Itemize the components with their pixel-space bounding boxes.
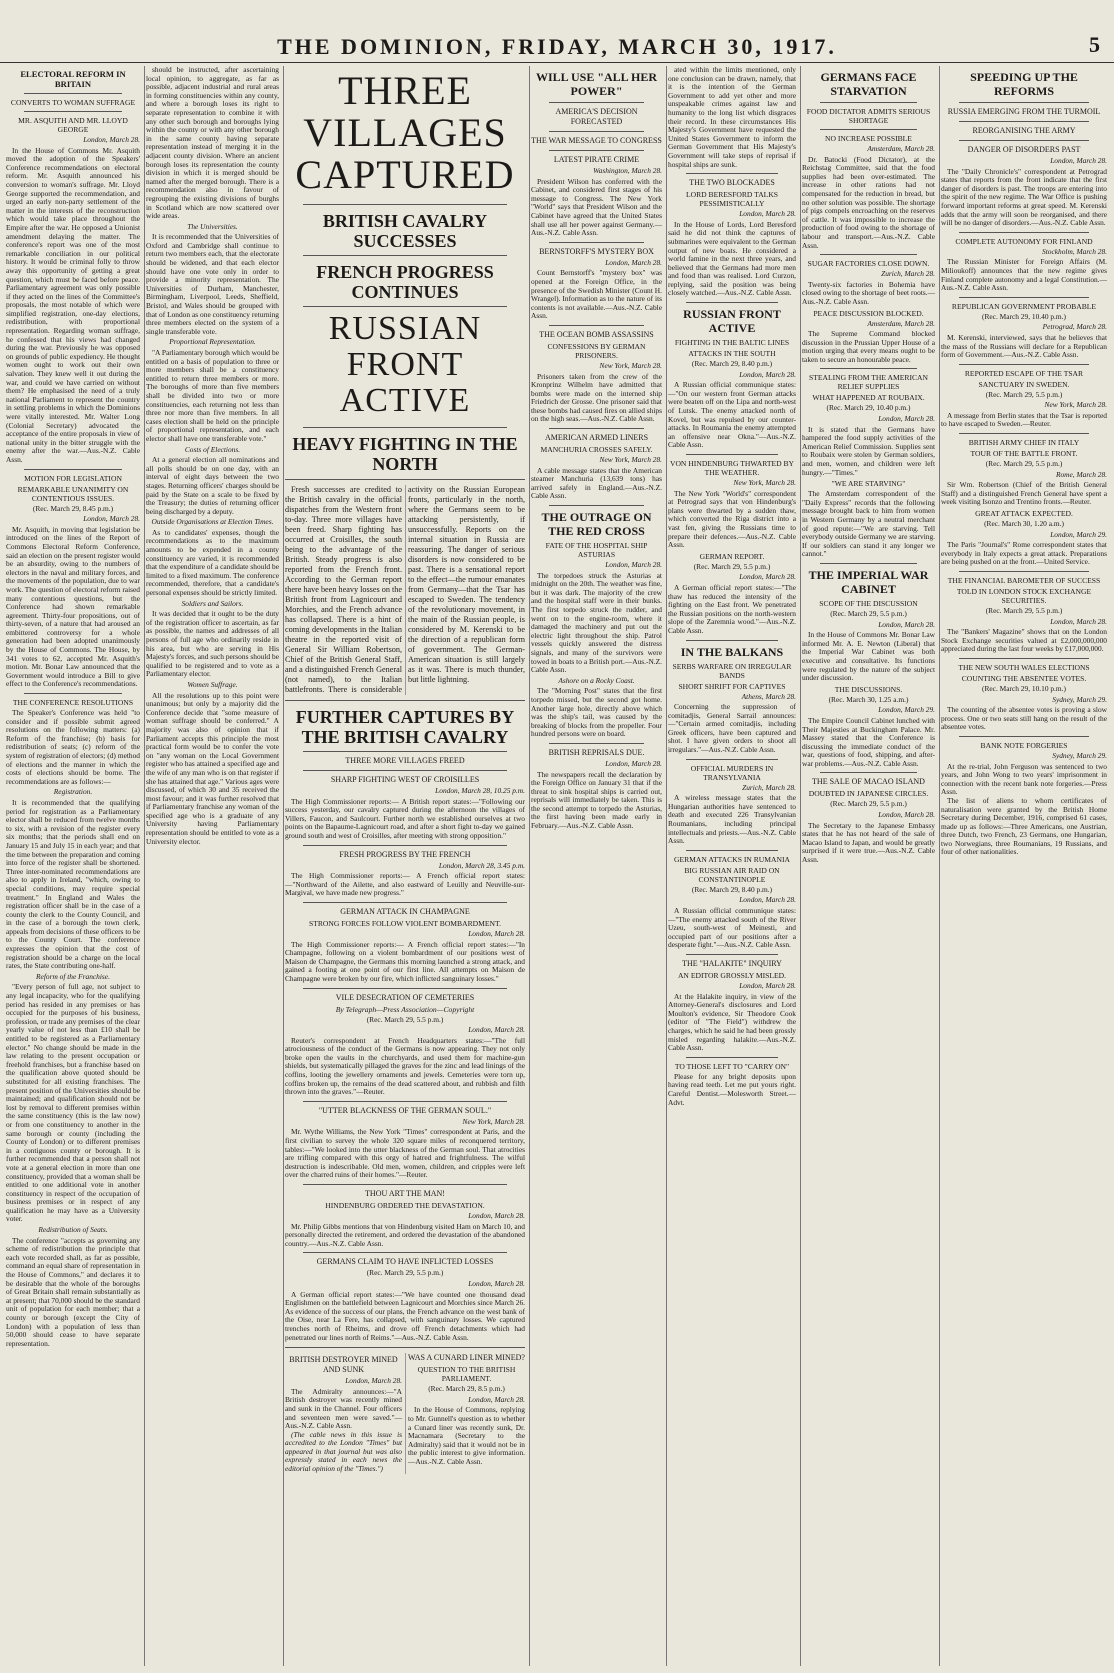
subheadline: FRENCH PROGRESS CONTINUES [316, 262, 494, 302]
dateline: London, March 29. [878, 705, 935, 715]
divider [549, 242, 644, 243]
dateline: Washington, March 28. [593, 166, 662, 175]
subheadline: LORD BERESFORD TALKS PESSIMISTICALLY [685, 190, 779, 209]
article-body: A Russian official communique states:—"The enemy attacked south of the River Uzeu, south-west of Meinesti, and occupied part of our positions after a desperate fight."—Aus.-N.Z. Cable Assn. [668, 906, 796, 950]
headline: THE OUTRAGE ON THE RED CROSS [541, 510, 652, 539]
divider [686, 640, 778, 641]
destroyer-story [285, 1355, 402, 1474]
subheadline: REMARKABLE UNANIMITY ON CONTENTIOUS ISSUES. [17, 484, 129, 503]
section-heading: Women Suffrage. [187, 679, 238, 689]
headline: RUSSIAN FRONT ACTIVE [683, 307, 781, 336]
dateline: London, March 28. [468, 1278, 525, 1288]
subheadline: THREE MORE VILLAGES FREED [345, 756, 465, 765]
section-heading: GERMAN ATTACKS IN RUMANIA [673, 854, 791, 864]
section-heading: Outside Organisations at Election Times. [151, 517, 274, 527]
received-time: (Rec. March 29, 5.5 p.m.) [985, 389, 1063, 399]
divider [549, 505, 644, 506]
article-body: A Russian official communique states:—"On our western front German attacks were beaten off on the Lipa and north-west of Lutsk. The enemy attacked north of Kovel, but was repulsed by our counter-attacks. In Roumania the enemy attempted an offensive near Okna."—Aus.-N.Z. Cable Assn. [668, 380, 796, 450]
section-heading: VON HINDENBURG THWARTED BY THE WEATHER. [669, 459, 795, 477]
divider [820, 102, 917, 103]
subheadline: SHARP FIGHTING WEST OF CROISILLES [330, 775, 480, 784]
dateline: London, March 28. [1050, 616, 1107, 626]
article-body: Count Bernstorff's "mystery box" was opened at the Foreign Office, in the presence of the Swedish Minister (Count H. Wrangel). Information as to the nature of its contents is not available.—Aus.-N.Z. Cable Assn. [531, 268, 662, 321]
article-body: The newspapers recall the declaration by the Foreign Office on January 31 that if the threat to sink hospital ships is carried out, reprisals will immediately be taken. This is the second attempt to torpedo the Asturias, the first having been made early in February.—Aus.-N.Z. Cable Assn. [531, 769, 662, 831]
received-time: (Rec. March 29, 5.5 p.m.) [985, 459, 1063, 469]
article-body: In the House of Commons Mr. Asquith moved the adoption of the Speakers' Conference recommendations on electoral reform. Mr. Asquith announced his conversion to woman's suffrage. Mr. Lloyd George supported the recommendation, and urged an early non-party settlement of the matter in the interests of the reconstruction which would take place throughout the Empire after the war. He opposed a Unionist amendment delaying the matter. The conference's report was one of the most remarkable conciliation in our political history. It would be criminal folly to throw away this opportunity of getting a great question, which must be faced before peace. Parliamentary agreement was only possible if they acted on the lines of the Committee's proposals, the most notable of which were simplified registration, one-day elections, redistribution, with proportional representation. Regarding woman suffrage, he confessed that his views had changed during the war. Previously he was opposed on grounds of public expediency. He thought women ought to work out their own salvation. They knew well it out during the war, and could we have carried on without them? He emphasised the need of a truly national Parliament to represent the country in settling problems in which the Dominions were vitally interested. Mr. Walter Long (Colonial Secretary) advocated the acceptance of the entire proposals in view of national unity in the bitter struggle with the enemy after the war.—Aus.-N.Z. Cable Assn. [6, 145, 140, 464]
section-heading: SUGAR FACTORIES CLOSE DOWN. [807, 259, 930, 269]
article-body: M. Kerenski, interviewed, says that he believes that the mass of the Russians will declare for a Republican form of Government.—Aus.-N.Z. Cable Assn. [941, 332, 1107, 360]
section-heading: THE "HALAKITE" INQUIRY [682, 958, 782, 968]
article-body: In the House of Commons Mr. Bonar Law informed Mr. A. E. Newton (Liberal) that the Imperial War Cabinet was both executive and consultative. Its functions were regulated by the nature of the subject under discussion. [802, 630, 935, 683]
subheadline: DOUBTED IN JAPANESE CIRCLES. [808, 789, 929, 799]
dateline: New York, March 28. [462, 1116, 525, 1126]
article-body: A message from Berlin states that the Tsar is reported to have escaped to Sweden.—Reuter. [941, 410, 1107, 429]
dateline: London, March 28. [739, 895, 796, 905]
dateline: London, March 28. [468, 1394, 525, 1404]
dateline: Amsterdam, March 28. [867, 318, 935, 328]
editorial-note: (The cable news in this issue is accredited to the London "Times" but appeared in that journal but was also expressly stated in each news the editorial opinion of the "Times.") [285, 1429, 402, 1474]
subheadline: LATEST PIRATE CRIME [553, 155, 640, 164]
received-time: (Rec. March 29, 10.40 p.m.) [982, 311, 1066, 321]
article-body: A German official report states:—"The thaw has reduced the intensity of the fighting on the East front. We penetrated the Russian positions on the north-western slope of the Zaremnia wood."—Aus.-N.Z. Cable Assn. [668, 582, 796, 635]
article-body: The torpedoes struck the Asturias at midnight on the 20th. The weather was fine, but it was dark. The majority of the crew and the hospital staff were in their bunks. The first torpedo struck the rudder, and went on to the engine-room, where it damaged the machinery and put out the electric light throughout the ship. Patrol vessels quickly answered the distress signals, and many of the survivors were towed in boats to a British port.—Aus.-N.Z. Cable Assn. [531, 570, 662, 675]
article-body: Mr. Philip Gibbs mentions that von Hindenburg visited Ham on March 10, and personally directed the retirement, and ordered the devastation of the abandoned country.—Aus.-N.Z. Cable Assn. [285, 1221, 525, 1248]
dateline: London, March 28. [878, 619, 935, 629]
section-heading: COMPLETE AUTONOMY FOR FINLAND [955, 236, 1093, 246]
subheadline: THE WAR MESSAGE TO CONGRESS [531, 136, 662, 145]
lead-headline: THREE VILLAGES CAPTURED [295, 68, 515, 197]
section-heading: AMERICAN ARMED LINERS [544, 433, 649, 443]
divider [686, 454, 778, 455]
article-body: The "Bankers' Magazine" shows that on the London Stock Exchange securities valued at £2,000,000,000 appreciated during the last four weeks by £17,000,000. [941, 627, 1107, 654]
dateline: London, March 28. [739, 572, 796, 582]
article-body: The counting of the absentee votes is proving a slow process. One or two seats still hang on the result of the absentee votes. [941, 705, 1107, 732]
article-body: The "Daily Chronicle's" correspondent at Petrograd states that reports from the front indicate that the first danger of disorders is past. The troops are entering into the spirit of the new regime. The War Office is pushing forward important reforms at great speed. M. Kerenski adds that the army will soon be reorganised, and there will be no danger of disorders.—Aus.-N.Z. Cable Assn. [941, 166, 1107, 228]
column-1 [6, 66, 145, 1666]
divider [303, 845, 507, 846]
received-time: (Rec. March 29, 8.5 p.m.) [428, 1384, 505, 1394]
divider [549, 102, 644, 103]
divider [303, 770, 507, 771]
article-body: Reuter's correspondent at French Headquarters states:—"The full atrociousness of the conduct of the Germans is now appearing. They not only broke open the vaults in the churchyards, and used them for machine-gun shields, but systematically pillaged the graves for the zinc and lead linings of the coffins, looting the jewellery ornaments and jewels. Cemeteries were torn up, coffins broken up, the remains of the dead scattered about, and rubbish and filth thrown into the graves."—Reuter. [285, 1035, 525, 1097]
section-heading: GERMAN ATTACK IN CHAMPAGNE [340, 906, 470, 916]
dateline: London, March 28. [345, 1376, 402, 1386]
lead-summary [285, 485, 525, 695]
section-heading: FRESH PROGRESS BY THE FRENCH [339, 849, 471, 859]
section-heading: Redistribution of Seats. [38, 1225, 108, 1235]
dateline: Zurich, March 28. [742, 782, 796, 792]
divider [303, 988, 507, 989]
column-2 [146, 66, 284, 1666]
received-time: (Rec. March 29, 8.40 p.m.) [691, 359, 773, 369]
subheadline: SCOPE OF THE DISCUSSION [819, 598, 918, 608]
divider [820, 254, 917, 255]
copyright-line: By Telegraph—Press Association—Copyright [335, 1004, 475, 1014]
article-body: At the Halakite inquiry, in view of the Attorney-General's disclosures and Lord Moulton's evidence, Sir Theodore Cook (editor of "The Field") withdrew the charges, which he said he had been grossly misled regarding halakite.—Aus.-N.Z. Cable Assn. [668, 991, 796, 1053]
divider [24, 693, 122, 694]
divider [820, 563, 917, 564]
section-heading: MOTION FOR LEGISLATION [24, 473, 122, 483]
divider [285, 700, 525, 701]
article-body: The "Morning Post" states that the first torpedo missed, but the second got home. Another large hole, directly above which was the ship's tail, was caused by the breaking of blocks from the propeller. Four hundred persons were on board. [531, 686, 662, 739]
subheadline: AN EDITOR GROSSLY MISLED. [677, 970, 787, 980]
bottom-stories [285, 1353, 525, 1474]
article-body: Twenty-six factories in Bohemia have closed owing to the shortage of beet roots.—Aus.-N.Z. Cable Assn. [802, 279, 935, 306]
divider [959, 102, 1089, 103]
divider [303, 255, 507, 256]
received-time: (Rec. March 29, 5.5 p.m.) [830, 608, 907, 618]
headline: FURTHER CAPTURES BY THE BRITISH CAVALRY [295, 707, 515, 747]
headline: ELECTORAL REFORM IN BRITAIN [20, 69, 126, 89]
subheadline: STRONG FORCES FOLLOW VIOLENT BOMBARDMENT. [308, 918, 502, 928]
article-body: Mr. Wythe Williams, the New York "Times" correspondent at Paris, and the first civilian to survey the whole 320 square miles of reconquered territory, tables:—"We looked into the utter blackness of the German soul. That atrocities are trifling compared with this orgy of hatred and frightfulness. The wilful destruction is indescribable. Old men, women, children, and cripples were left over the charred ruins of their homes."—Reuter. [285, 1127, 525, 1180]
subheadline: NO INCREASE POSSIBLE [825, 134, 912, 143]
dateline: London, March 28. [468, 928, 525, 938]
subheadline: REORGANISING THE ARMY [972, 126, 1076, 135]
divider [959, 433, 1089, 434]
headline: GERMANS FACE STARVATION [820, 70, 917, 98]
dateline: New York, March 28. [733, 478, 796, 487]
article-body: Fresh successes are credited to the British cavalry in the official dispatches from the Western front to-day. Three more villages have been freed. Sharp fighting has occurred at Croisilles, the south being to the advantage of the British. Steady progress is also reported from the French front. According to the German report there have been heavy losses on the British front from Lagnicourt and Morchies, and the French advance has collapsed. There is a hint of coming developments in the Italian theatre in the reported visit of General Sir William Robertson, Chief of the British General Staff, and a distinguished French General (not named), to the Italian battlefronts. There is considerable activity on the Russian European fronts, particularly in the north, where the Germans seem to be attacking persistently, if unsuccessfully. Reports on the internal situation in Russia are reassuring. The danger of serious disorders is now considered to be past. There is a sensational report to the effect—the rumour emanates from Germany—that the Tsar has escaped to Sweden. The tendency of the revolutionary movement, in the main of the Russian people, is considered by M. Kerenski to be the direction of a republican form of government. The German-American situation is still largely as it was. There is much thunder, but little lightning. [285, 485, 525, 694]
divider [24, 469, 122, 470]
divider [549, 743, 644, 744]
section-heading: THE NEW SOUTH WALES ELECTIONS [958, 662, 1090, 672]
section-heading: Reform of the Franchise. [36, 971, 110, 981]
section-heading: BRITISH REPRISALS DUE. [548, 747, 645, 757]
divider [285, 1347, 525, 1348]
dateline: London, March 28, 3.45 p.m. [438, 860, 525, 870]
subheadline: ATTACKS IN THE SOUTH [688, 349, 776, 359]
article-body: Sir Wm. Robertson (Chief of the British General Staff) and a distinguished French General have spent a week visiting Isonzo and Trentino fronts.—Reuter. [941, 480, 1107, 507]
article-body: President Wilson has conferred with the Cabinet, and considered first stages of his message to Congress. The New York "World" says that President Wilson and the Cabinet have agreed that the United States shall use all her power against Germany.—Aus.-N.Z. Cable Assn. [531, 176, 662, 238]
section-heading: The Universities. [187, 221, 238, 231]
headline: THE IMPERIAL WAR CABINET [808, 567, 929, 596]
article-body: A German official report states:—"We have counted one thousand dead Englishmen on the battlefield between Lagnicourt and Morchies since March 26. As evidence of the success of our plans, the French advance on the west bank of the Oise, near La Fere, has collapsed, with sanguinary losses. We captured trenches north of Rheims, and drove off French detachments which had penetrated our lines north of Reims."—Aus.-N.Z. Cable Assn. [285, 1289, 525, 1342]
received-time: (Rec. March 30, 1.20 a.m.) [984, 519, 1064, 529]
section-heading: DANGER OF DISORDERS PAST [967, 145, 1081, 154]
dateline: London, March 28. [878, 810, 935, 820]
section-heading: GERMAN REPORT. [699, 551, 765, 561]
divider [549, 428, 644, 429]
cunard-story [408, 1353, 525, 1466]
received-time: (Rec. March 29, 8.45 p.m.) [32, 503, 114, 513]
received-time: (Rec. March 29, 5.5 p.m.) [366, 1014, 444, 1024]
section-heading: THE CONFERENCE RESOLUTIONS [12, 698, 134, 708]
section-heading: THE DISCUSSIONS. [834, 684, 903, 694]
masthead [0, 0, 1114, 63]
subheadline: BIG RUSSIAN AIR RAID ON CONSTANTINOPLE [684, 865, 780, 884]
article-body: The High Commissioner reports:— A French official report states:—"Northward of the Ailette, and also eastward of Leuilly and Neuville-sur-Margival, we have made new progress." [285, 871, 525, 898]
article-body: At a general election all nominations and all polls should be on one day, with an interval of eight days between the two stages. Returning officers' charges should be paid by the State on a scale to be fixed by the Treasury; the duties of returning officer being discharged by a deputy. [146, 455, 279, 516]
divider [24, 111, 122, 112]
divider [549, 131, 644, 132]
subheadline: MANCHURIA CROSSES SAFELY. [540, 445, 653, 455]
divider [959, 364, 1089, 365]
article-body: At the re-trial, John Ferguson was sentenced to two years, and John Wong to two years' imprisonment in connection with the recent bank note forgeries.—Press Assn. [941, 761, 1107, 797]
received-time: (Rec. March 30, 1.25 a.m.) [828, 694, 909, 704]
subheadline: SANCTUARY IN SWEDEN. [978, 379, 1070, 389]
article-body: The Secretary to the Japanese Embassy states that he has not heard of the sale of Macao Island to Japan, and would be greatly surprised if it were true.—Aus.-N.Z. Cable Assn. [802, 820, 935, 865]
article-body: ated within the limits mentioned, only one conclusion can be drawn, namely, that it is the intention of the German Government to add yet other and more unspeakable crimes against law and humanity to the long list which disgraces their record. In these circumstances His Majesty's Government have requested the United States Government to inform the German Government that His Majesty's Government will take steps of reprisal if hospital ships are sunk. [668, 66, 796, 169]
section-heading: THE SALE OF MACAO ISLAND [812, 777, 925, 787]
dateline: Sydney, March 29. [1052, 750, 1107, 760]
divider [303, 1252, 507, 1253]
dateline: New York, March 28. [599, 455, 662, 465]
divider [820, 772, 917, 773]
section-heading: REPORTED ESCAPE OF THE TSAR [964, 368, 1084, 378]
article-body: A wireless message states that the Hungarian authorities have sentenced to death and executed 226 Transylvanian Roumanians, including principal intellectuals and priests.—Aus.-N.Z. Cable Assn. [668, 793, 796, 846]
article-body: It was decided that it ought to be the duty of the registration officer to ascertain, as far as possible, the names and addresses of all persons of full age who ordinarily reside in his area, but who are serving in His Majesty's forces, and such persons should be qualified to be registered and to vote as a Parliamentary elector. [146, 609, 279, 679]
dateline: London, March 28. [739, 980, 796, 990]
article-body: The Admiralty announces:—"A British destroyer was recently mined and sunk in the Channel. Four officers and seventeen men were saved."—Aus.-N.Z. Cable Assn. [285, 1386, 402, 1431]
headline: RUSSIAN FRONT ACTIVE [328, 310, 482, 419]
divider [959, 658, 1089, 659]
article-body: A cable message states that the American steamer Manchuria (13,639 tons) has arrived safely in England.—Aus.-N.Z. Cable Assn. [531, 465, 662, 501]
divider [303, 902, 507, 903]
article-body: "Every person of full age, not subject to any legal incapacity, who for the qualifying period has resided in any premises or has occupied for the purposes of his business, profession, or trade any premises of the clear yearly value of not less than £10 shall be entitled to be registered as a Parliamentary elector." No change should be made in the law relating to the present occupation or freehold franchises, but a franchise based on the qualification above quoted should be substituted for all existing franchises. The present position of the Universities should be maintained; and qualification should not be lost by removal to different premises within the same constituency (this is the law now) or from one constituency to another in the same borough or county (including the County of London) or to different premises in a contiguous county or borough. It is further recommended that a person shall not vote at a general election in more than one constituency, provided that a woman shall be entitled to one additional vote in another constituency in respect of the occupation of business premises or in respect of any qualification he may have as a University voter. [6, 982, 140, 1224]
divider [285, 479, 525, 480]
section-heading: "WE ARE STARVING" [831, 479, 906, 489]
section-heading: STEALING FROM THE AMERICAN RELIEF SUPPLIES [808, 373, 929, 392]
column-5 [531, 66, 667, 1666]
subheadline: COUNTING THE ABSENTEE VOTES. [961, 673, 1087, 683]
article-body: Mr. Asquith, in moving that legislation be introduced on the lines of the Report of Commons Electoral Reform Conference, said an election on the present register would be an absurdity, owing to the numbers of electors in the naval and military forces, and the movements of the population, due to war work. The question of electoral reform raised many contentious questions, but the Conference had shown remarkable agreement. Thirty-four propositions, out of thirty-seven, of a nature that had aroused an embittered controversy for a whole generation had been adopted unanimously by the House of Commons. The House, by 341 votes to 62, accepted Mr. Asquith's motion. Mr. Bonar Law announced that the Government would introduce a Bill to give effect to the Conference's recommendations. [6, 524, 140, 689]
dateline: Athens, March 28. [741, 691, 796, 701]
section-heading: Proportional Representation. [169, 337, 256, 347]
dateline: London, March 28. [739, 369, 796, 379]
article-body: The conference "accepts as governing any scheme of redistribution the principle that each vote recorded shall, as far as possible, command an equal share of representation in the House of Commons," and declares it to be desirable that the whole of the boroughs of Great Britain shall remain substantially as at present; that 70,000 should be the standard unit of population for each member; that a county or borough (except the City of London) with a population of less than 50,000 should cease to have separate representation. [6, 1235, 140, 1348]
subheadline: TOLD IN LONDON STOCK EXCHANGE SECURITIES. [956, 587, 1092, 605]
divider [820, 129, 917, 130]
article-body: In the House of Commons, replying to Mr. Gunnell's question as to whether a Cunard liner was recently sunk, Dr. Macnamara (Secretary to the Admiralty) said that it would not be in the public interest to give information.—Aus.-N.Z. Cable Assn. [408, 1405, 525, 1466]
page-number: 5 [1089, 32, 1100, 57]
received-time: (Rec. March 29, 8.40 p.m.) [691, 884, 773, 894]
divider [24, 93, 122, 94]
divider [959, 232, 1089, 233]
divider [303, 427, 507, 428]
section-heading: Ashore on a Rocky Coast. [558, 675, 635, 685]
dateline: London, March 28. [468, 1211, 525, 1220]
divider [303, 1184, 507, 1185]
article-body: Dr. Batocki (Food Dictator), at the Reichstag Committee, said that the food supplies had been over-estimated. The increase in other rations had not compensated for the reduction in bread, but no other solution was possible. The shortage of pigs compels encroaching on the reserves of cattle. It was impossible to increase the production of food owing to the shortage of labour and transport.—Aus.-N.Z. Cable Assn. [802, 154, 935, 250]
divider [959, 571, 1089, 572]
dateline: Amsterdam, March 28. [867, 144, 935, 153]
subheadline: CONVERTS TO WOMAN SUFFRAGE [10, 98, 136, 107]
article-body: It is stated that the Germans have hampered the food supply activities of the American Relief Commission. Supplies sent to Roubaix were stolen by German soldiers, and men, women, and children were left hungry.—"Times." [802, 424, 935, 477]
divider [686, 173, 778, 174]
subheadline: MR. ASQUITH AND MR. LLOYD GEORGE [18, 116, 128, 134]
article-body: The Amsterdam correspondent of the "Daily Express" records that the following message brought back to him from women in Western Germany by a neutral merchant of good repute:—"We are starving. Tell everybody outside Germany we are starving. If our soldiers can stand it any longer we cannot." [802, 489, 935, 559]
article-body: The Supreme Command blocked discussion in the Prussian Upper House of a motion urging that every means ought to be taken to secure an honourable peace. [802, 329, 935, 364]
divider [686, 1057, 778, 1058]
dateline: London, March 28. [83, 135, 140, 144]
divider [959, 140, 1089, 141]
divider [549, 150, 644, 151]
headline: WILL USE "ALL HER POWER" [535, 70, 658, 98]
received-time: (Rec. March 29, 10.10 p.m.) [982, 683, 1066, 693]
section-heading: Costs of Elections. [184, 444, 241, 454]
article-body: In the House of Lords, Lord Beresford said he did not think the captures of submarines were equivalent to the German output of new boats. He considered a world famine in the next three years, and believed that the Germans had more men and food than was realised. Lord Curzon, replying, said the position was being closely watched.—Aus.-N.Z. Cable Assn. [668, 219, 796, 298]
section-heading: REPUBLICAN GOVERNMENT PROBABLE [951, 301, 1097, 311]
advertisement-body: Please for any bright deposits upon having read teeth. Let me put yours right. Careful Dentist.—Molesworth Street.—Advt. [668, 1071, 796, 1107]
article-body: All the resolutions up to this point were unanimous; but only by a majority did the Conference decide that "some measure of woman suffrage should be conferred." A majority was also of opinion that if Parliament accepts this principle the most practical form would be to confer the vote on "any woman on the Local Government register who has attained a specified age and the wife of any man who is on that register if she has attained that age." Various ages were discussed, of which 30 and 35 received the most favour; and it was further resolved that if Parliamentary franchise any woman of the specified age who is a graduate of any University having Parliamentary representation should be entitled to vote as a University elector. [146, 690, 279, 846]
dateline: London, March 28. [605, 560, 662, 570]
subheadline: CONFESSIONS BY GERMAN PRISONERS. [547, 341, 646, 360]
divider [820, 368, 917, 369]
dateline: Zurich, March 28. [881, 269, 935, 279]
dateline: London, March 28. [83, 514, 140, 524]
subheadline: TOUR OF THE BATTLE FRONT. [970, 449, 1078, 459]
dateline: London, March 28. [739, 209, 796, 219]
section-heading: GREAT ATTACK EXPECTED. [975, 509, 1073, 519]
section-heading: OFFICIAL MURDERS IN TRANSYLVANIA [690, 763, 774, 782]
article-body: As to candidates' expenses, though the recommendations as to the maximum amounts to be expended in a county constituency are varied, it is recommended that the expenditure of a candidate should be limited to a fixed maximum. The conference recommended, therefore, that a candidate's personal expenses should be strictly limited. [146, 527, 279, 598]
subheadline: HEAVY FIGHTING IN THE NORTH [292, 434, 518, 474]
article-body: Prisoners taken from the crew of the Kronprinz Wilhelm have admitted that bombs were made on the interned ship Friedrich der Grosse. One prisoner said that these bombs had caused fires on allied ships on the high seas.—Aus.-N.Z. Cable Assn. [531, 371, 662, 424]
section-heading: THE FINANCIAL BAROMETER OF SUCCESS [947, 576, 1101, 585]
divider [303, 751, 507, 752]
subheadline: SHORT SHRIFT FOR CAPTIVES [678, 681, 786, 691]
dateline: London, March 28. [878, 414, 935, 424]
article-body: The Speaker's Conference was held "to consider and if possible submit agreed resolutions on the following matters: (a) Reform of the franchise; (b) basis for redistribution of seats; (c) reform of the system of registration of electors; (d) method of elections and the manner in which the costs of elections should be borne. The recommendations are as follows:— [6, 708, 140, 786]
divider [303, 204, 507, 205]
article-body: Concerning the suppression of comitadjis, General Sarrail announces:—"Certain armed comitadjis, including Greek officers, have been captured and shot. I have given orders to shoot all irregulars."—Aus.-N.Z. Cable Assn. [668, 702, 796, 755]
divider [303, 1101, 507, 1102]
article-body: The list of aliens to whom certificates of naturalisation were granted by the British Home Secretary during December, 1916, comprised 61 cases, made up as follows:—Three Americans, one Austrian, three Dutch, two French, 23 Germans, one Hungarian, two Norwegians, three Roumanians, 19 Russians, and four of other nationalities. [941, 795, 1107, 857]
dateline: New York, March 28. [1044, 400, 1107, 410]
divider [959, 297, 1089, 298]
column-7 [802, 66, 940, 1666]
subheadline: QUESTION TO THE BRITISH PARLIAMENT. [417, 1365, 516, 1384]
subheadline: BRITISH CAVALRY SUCCESSES [322, 211, 488, 251]
article-body: "A Parliamentary borough which would be entitled on a basis of population to three or more members shall be a constituency entitled to return three members or more. The boroughs of more than five members shall be divided into two or more constituencies, each returning not less than three nor more than five members. In all cases election shall be held on the principle of proportional representation, and each elector shall have one transferable vote." [146, 348, 279, 443]
dateline: London, March 28. [1050, 156, 1107, 165]
lead-story-column [285, 66, 530, 1666]
column-8 [941, 66, 1107, 1666]
section-heading: THE TWO BLOCKADES [689, 178, 775, 188]
divider [686, 759, 778, 760]
subheadline: HINDENBURG ORDERED THE DEVASTATION. [325, 1201, 485, 1210]
column-6 [668, 66, 801, 1666]
subheadline: FATE OF THE HOSPITAL SHIP ASTURIAS [545, 541, 648, 560]
section-heading: "UTTER BLACKNESS OF THE GERMAN SOUL." [318, 1105, 492, 1115]
section-heading: BRITISH DESTROYER MINED AND SUNK [289, 1355, 398, 1375]
article-body: The New York "World's" correspondent at Petrograd says that von Hindenburg's plans were thwarted by a sudden thaw, which converted the Riga district into a vast fen, giving the Russians time to prepare their defences.—Aus.-N.Z. Cable Assn. [668, 488, 796, 550]
section-heading: GERMANS CLAIM TO HAVE INFLICTED LOSSES [316, 1257, 494, 1267]
section-heading: WAS A CUNARD LINER MINED? [408, 1353, 525, 1363]
subheadline: WHAT HAPPENED AT ROUBAIX. [812, 393, 925, 403]
dateline: London, March 28, 10.25 p.m. [435, 786, 525, 795]
dateline: London, March 29. [1050, 529, 1107, 539]
dateline: Petrograd, March 28. [1042, 322, 1107, 332]
dateline: London, March 28. [605, 758, 662, 768]
article-body: The Empire Council Cabinet lunched with Their Majesties at Buckingham Palace. Mr. Massey stated that the Conference is discussing the immediate conduct of the war, questions of food, shipping, and after-war problems.—Aus.-N.Z. Cable Assn. [802, 715, 935, 768]
headline: IN THE BALKANS [680, 644, 784, 659]
section-heading: Soldiers and Sailors. [181, 598, 244, 608]
article-body: The High Commissioner reports:— A British report states:—"Following our success yesterday, our cavalry captured during the afternoon the villages of Villers, Faucon, and Saulcourt. Further north we established ourselves at two points on the Bapaume-Lagnicourt road, and after a short fight to-day we gained ground south and west of Croisilles, after meeting with strong opposition." [285, 796, 525, 840]
section-heading: BERNSTORFF'S MYSTERY BOX [539, 246, 654, 256]
received-time: (Rec. March 29, 5.5 p.m.) [366, 1268, 444, 1278]
dateline: Stockholm, March 28. [1042, 246, 1107, 256]
advertisement-heading: TO THOSE LEFT TO "CARRY ON" [674, 1061, 790, 1071]
received-time: (Rec. March 29, 5.5 p.m.) [985, 606, 1063, 615]
divider [303, 306, 507, 307]
section-heading: BRITISH ARMY CHIEF IN ITALY [968, 438, 1080, 448]
article-body: The High Commissioner reports:— A French official report states:—"In Champagne, following on a violent bombardment of our positions west of Maison de Champagne, the Germans this morning launched a strong attack, and gained a footing at one point of our first line. All attempts on Maison de Champagne were broken by our fire, which inflicted sanguinary losses." [285, 939, 525, 983]
dateline: Sydney, March 29. [1052, 694, 1107, 704]
headline: SPEEDING UP THE REFORMS [970, 70, 1078, 98]
divider [549, 325, 644, 326]
section-heading: THOU ART THE MAN! [365, 1189, 445, 1198]
masthead-title: THE DOMINION, FRIDAY, MARCH 30, 1917. [277, 34, 837, 59]
subheadline: RUSSIA EMERGING FROM THE TURMOIL [947, 107, 1101, 116]
article-body: The Paris "Journal's" Rome correspondent states that everybody in Italy expects a great attack. Preparations are being pushed on at the front.—United Service. [941, 540, 1107, 567]
dateline: New York, March 28. [599, 360, 662, 370]
dateline: London, March 28. [605, 257, 662, 267]
divider [686, 302, 778, 303]
section-heading: BANK NOTE FORGERIES [980, 740, 1068, 750]
article-body: It is recommended that the qualifying period for registration as a Parliamentary elector shall be reduced from twelve months to six, with a revision of the register every six months; that the periods shall end on January 15 and July 15 in each year; and that the time between the preparation and coming into force of the register shall be shortened. Three inter-nominated recommendations are also to apply in Ireland, "which, owing to special conditions, may require special treatment." In England and Wales the registration officer shall be in the case of a county the clerk to the County Council, and in the case of a borough the town clerk, appeals from decisions of these officers to be to the County Court. The conference expresses the opinion that the cost of registration should be a charge on the local rates, the State contributing one-half. [6, 797, 140, 971]
article-body: It is recommended that the Universities of Oxford and Cambridge shall continue to return two members each, that the electorate should be widened, and that each elector should have one vote only in order to provide a minority representation. The Universities of Durham, Manchester, Birmingham, Liverpool, Leeds, Sheffield, Bristol, and Wales should be grouped with that of London as one constituency returning three members elected on the system of a single transferable vote. [146, 232, 279, 336]
divider [959, 121, 1089, 122]
divider [686, 954, 778, 955]
dateline: Rome, March 28. [1055, 469, 1107, 479]
section-heading: PEACE DISCUSSION BLOCKED. [813, 308, 924, 318]
section-heading: VILE DESECRATION OF CEMETERIES [335, 992, 475, 1002]
received-time: (Rec. March 29, 10.40 p.m.) [826, 403, 911, 413]
section-heading: Registration. [53, 787, 93, 797]
article-body: should be instructed, after ascertaining local opinion, to aggregate, as far as possible, adjacent industrial and rural areas in forming constituencies within any county, and where a borough loses its right to separate representation to combine it with any other such borough and boroughs lying within the county or with any other borough in the same county having separate representation instead of merging it in the adjacent county division. Where an ancient borough loses its representation the county division in which it is merged should be named after the merged borough. There is a recommendation also in favour of regrouping the existing divisions of burghs in Scotland which are now scattered over wide areas. [146, 66, 279, 221]
received-time: (Rec. March 29, 5.5 p.m.) [830, 799, 907, 809]
subheadline: FOOD DICTATOR ADMITS SERIOUS SHORTAGE [806, 107, 931, 125]
dateline: London, March 28. [468, 1025, 525, 1035]
received-time: (Rec. March 29, 5.5 p.m.) [693, 561, 771, 571]
subheadline: SERBS WARFARE ON IRREGULAR BANDS [672, 661, 792, 680]
divider [686, 850, 778, 851]
article-body: The Russian Minister for Foreign Affairs (M. Milioukoff) announces that the new regime gives Finland complete autonomy and a legal Constitution.—Aus.-N.Z. Cable Assn. [941, 257, 1107, 293]
subheadline: AMERICA'S DECISION FORECASTED [555, 107, 638, 126]
divider [959, 736, 1089, 737]
section-heading: THE OCEAN BOMB ASSASSINS [539, 329, 654, 339]
subheadline: FIGHTING IN THE BALTIC LINES [674, 338, 790, 348]
